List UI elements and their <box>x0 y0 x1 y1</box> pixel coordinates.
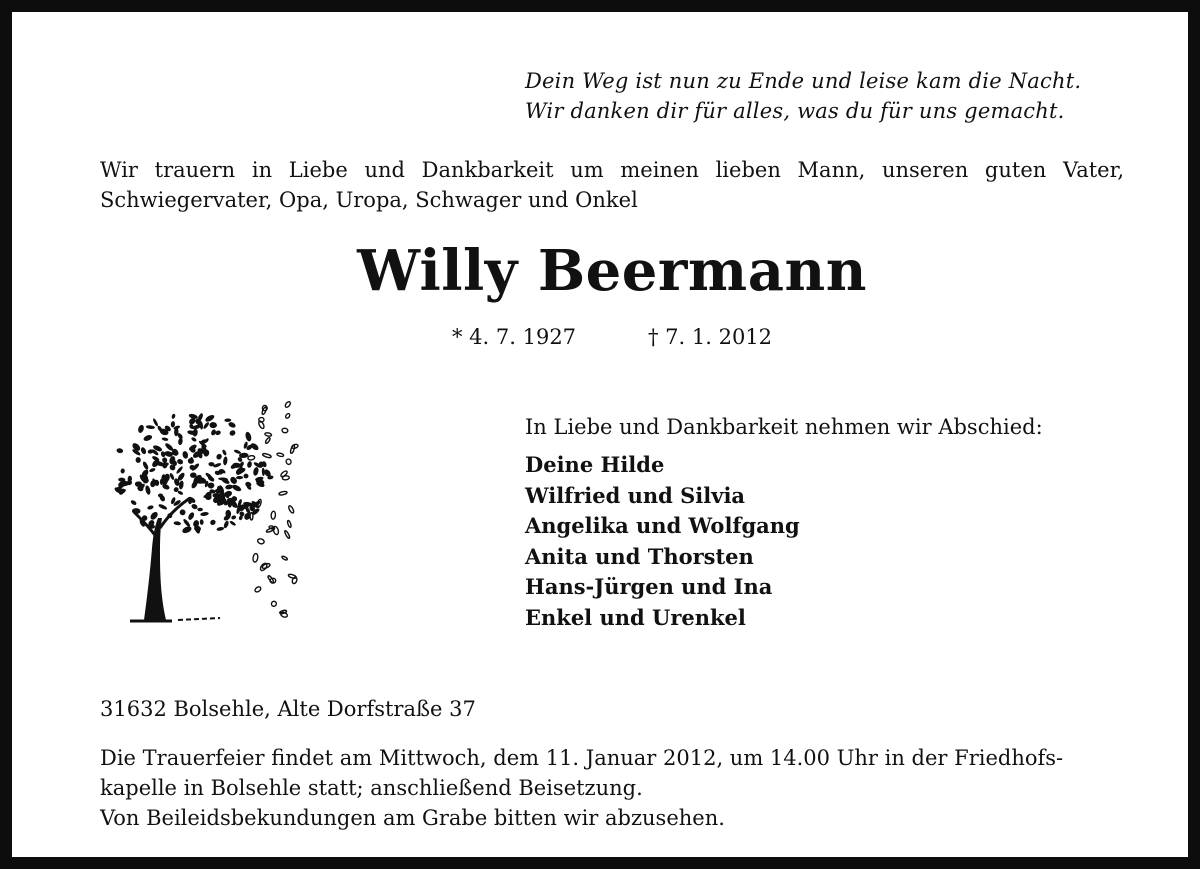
mourner-name: Wilfried und Silvia <box>525 482 746 508</box>
mourner-name: Deine Hilde <box>525 452 665 477</box>
mourner-name: Enkel und Urenkel <box>525 604 746 630</box>
address: 31632 Bolsehle, Alte Dorfstraße 37 <box>100 697 476 721</box>
birth-date: * 4. 7. 1927 <box>452 325 577 349</box>
poem-line: Dein Weg ist nun zu Ende und leise kam die Nacht. <box>525 69 1082 93</box>
mourner-name: Anita und Thorsten <box>525 543 754 569</box>
farewell-section <box>525 412 1043 634</box>
mourner-name: Hans-Jürgen und Ina <box>525 574 773 600</box>
deceased-name: Willy Beermann <box>357 238 867 304</box>
poem <box>525 66 1081 126</box>
closing-line: kapelle in Bolsehle statt; anschließend Beisetzung. <box>100 776 643 800</box>
poem-line: Wir danken dir für alles, was du für uns gemacht. <box>525 99 1065 123</box>
death-date: † 7. 1. 2012 <box>648 325 773 349</box>
tree-icon <box>100 388 300 638</box>
closing-line: Die Trauerfeier findet am Mittwoch, dem 11. Januar 2012, um 14.00 Uhr in der Friedhofs- <box>100 746 1064 770</box>
intro-text <box>100 155 1124 215</box>
intro-line: Schwiegervater, Opa, Uropa, Schwager und Onkel <box>100 188 638 212</box>
mourner-name: Angelika und Wolfgang <box>525 513 800 539</box>
closing-text <box>100 743 1063 833</box>
closing-line: Von Beileidsbekundungen am Grabe bitten wir abzusehen. <box>100 806 725 830</box>
farewell-lead: In Liebe und Dankbarkeit nehmen wir Abschied: <box>525 415 1043 439</box>
intro-line: Wir trauern in Liebe und Dankbarkeit um meinen lieben Mann, unseren guten Vater, <box>100 158 1124 182</box>
